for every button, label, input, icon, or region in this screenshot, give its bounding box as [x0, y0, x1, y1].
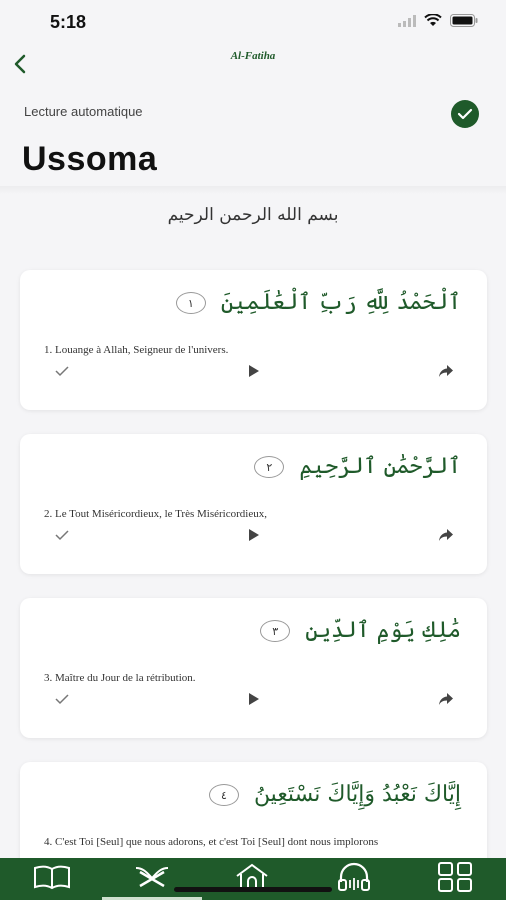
ayah-arabic-text [176, 290, 461, 315]
wifi-icon [424, 14, 442, 32]
header-divider [0, 186, 506, 194]
ayah-actions [20, 526, 487, 548]
quran-stand-icon [132, 864, 172, 895]
book-icon [33, 864, 71, 895]
battery-icon [450, 14, 478, 32]
checkmark-circle-icon [451, 100, 479, 128]
check-icon [54, 364, 70, 382]
ayah-translation: 3. Maître du Jour de la rétribution. [44, 672, 196, 684]
tab-audio[interactable] [324, 858, 384, 900]
play-icon [248, 692, 260, 711]
status-bar [0, 0, 506, 44]
share-arrow-icon [438, 364, 454, 383]
ayah-card[interactable] [20, 434, 487, 574]
check-icon [54, 692, 70, 710]
auto-read-label: Lecture automatique [24, 104, 143, 119]
page-title: Ussoma [22, 140, 158, 178]
headphones-icon [336, 862, 372, 897]
tab-quran[interactable] [122, 858, 182, 900]
mark-read-button[interactable] [50, 526, 74, 548]
cellular-signal-icon [398, 14, 416, 32]
ayah-arabic-text [209, 782, 461, 807]
bottom-tab-bar [0, 858, 506, 900]
home-indicator [174, 887, 332, 892]
share-arrow-icon [438, 692, 454, 711]
status-time: 5:18 [50, 12, 87, 32]
share-button[interactable] [434, 362, 458, 384]
play-icon [248, 364, 260, 383]
basmala-calligraphy [0, 205, 506, 225]
share-button[interactable] [434, 690, 458, 712]
ayah-card[interactable] [20, 598, 487, 738]
tab-home[interactable] [222, 858, 282, 900]
ayah-number-badge: ٤ [209, 784, 239, 806]
ayah-arabic: مَٰلِكِ يَوْمِ ٱلدِّينِ [305, 618, 461, 643]
mark-read-button[interactable] [50, 362, 74, 384]
play-button[interactable] [242, 362, 266, 384]
ayah-translation: 1. Louange à Allah, Seigneur de l'univers. [44, 344, 229, 356]
ayah-translation: 4. C'est Toi [Seul] que nous adorons, et c'est Toi [Seul] dont nous implorons [44, 836, 379, 848]
ayah-number-badge: ٣ [260, 620, 290, 642]
status-icons [398, 14, 478, 32]
share-button[interactable] [434, 526, 458, 548]
ayah-actions [20, 690, 487, 712]
ayah-number-badge: ٢ [254, 456, 284, 478]
play-button[interactable] [242, 526, 266, 548]
auto-read-toggle[interactable] [451, 100, 479, 128]
mark-read-button[interactable] [50, 690, 74, 712]
ayah-card[interactable] [20, 762, 487, 872]
play-button[interactable] [242, 690, 266, 712]
ayah-arabic: ٱلرَّحْمَٰنِ ٱلرَّحِيمِ [299, 454, 461, 479]
share-arrow-icon [438, 528, 454, 547]
ayah-actions [20, 362, 487, 384]
grid-icon [437, 861, 473, 898]
navigation-bar [0, 44, 506, 88]
check-icon [54, 528, 70, 546]
ayah-number-badge: ١ [176, 292, 206, 314]
ayah-arabic-text [254, 454, 461, 479]
ayah-card[interactable] [20, 270, 487, 410]
basmala-text: بسم الله الرحمن الرحيم [167, 205, 339, 225]
nav-title: Al-Fatiha [230, 50, 276, 62]
ayah-translation: 2. Le Tout Miséricordieux, le Très Miséricordieux, [44, 508, 267, 520]
ayah-arabic: إِيَّاكَ نَعْبُدُ وَإِيَّاكَ نَسْتَعِينُ [253, 782, 461, 807]
ayah-arabic-text [260, 618, 461, 643]
tab-more[interactable] [425, 858, 485, 900]
ayah-arabic: ٱلْحَمْدُ لِلَّهِ رَبِّ ٱلْعَٰلَمِينَ [220, 290, 461, 315]
play-icon [248, 528, 260, 547]
auto-read-row [0, 98, 506, 128]
tab-library[interactable] [22, 858, 82, 900]
